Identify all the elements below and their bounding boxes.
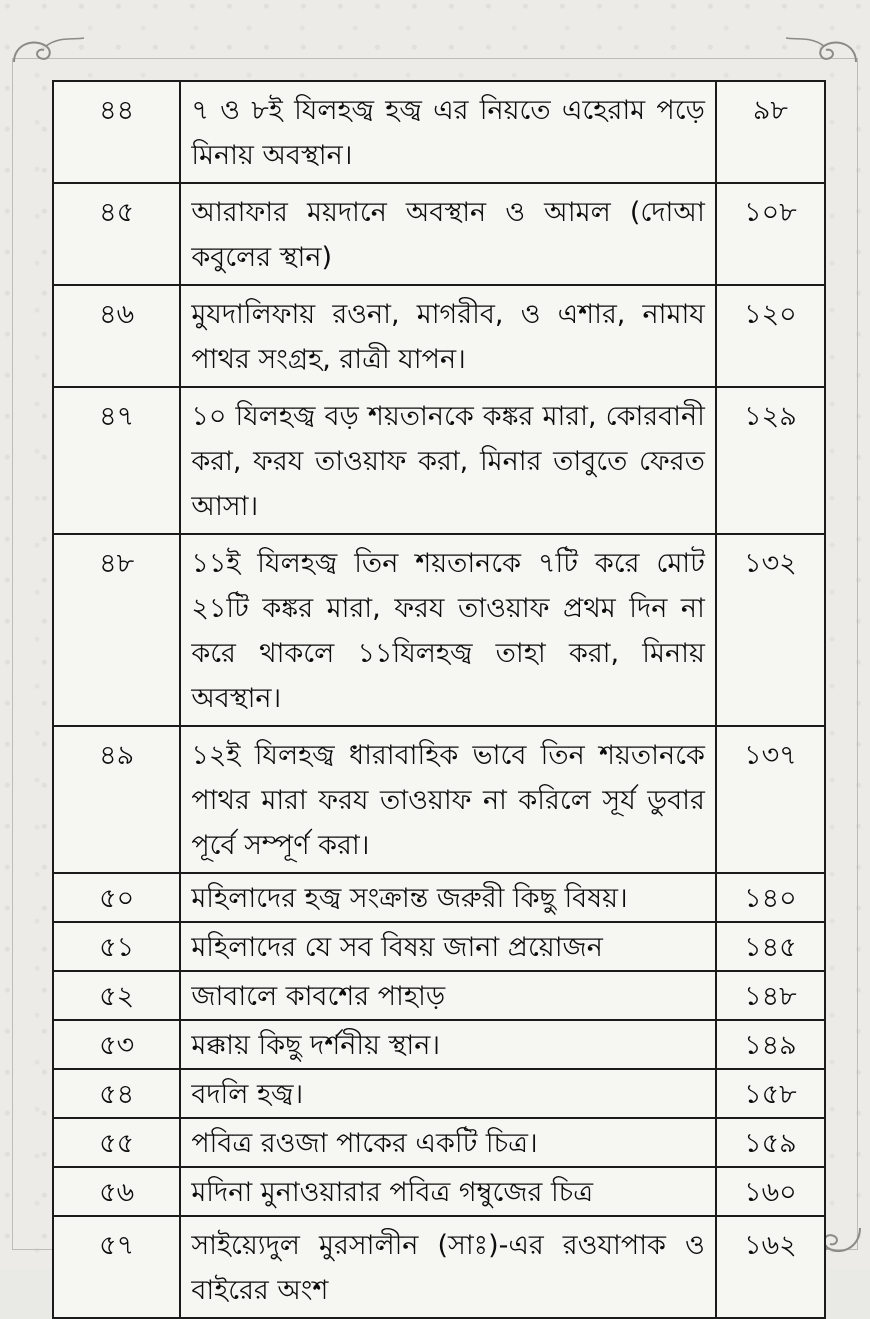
entry-page: ১৩২ (716, 534, 825, 726)
entry-page: ১৫৯ (716, 1118, 825, 1167)
entry-page: ১০৮ (716, 183, 825, 285)
entry-page: ১৪৮ (716, 971, 825, 1020)
entry-page: ১২০ (716, 285, 825, 387)
entry-number: ৫৫ (53, 1118, 180, 1167)
entry-title: মদিনা মুনাওয়ারার পবিত্র গম্বুজের চিত্র (180, 1167, 716, 1216)
entry-number: ৪৯ (53, 726, 180, 873)
entry-title: বদলি হজ্ব। (180, 1069, 716, 1118)
table-row (53, 285, 825, 387)
entry-page: ১৬২ (716, 1216, 825, 1318)
entry-number: ৪৪ (53, 81, 180, 183)
entry-page: ১৪০ (716, 873, 825, 922)
table-row (53, 1020, 825, 1069)
entry-page: ১৪৯ (716, 1020, 825, 1069)
entry-number: ৪৭ (53, 387, 180, 534)
entry-title: পবিত্র রওজা পাকের একটি চিত্র। (180, 1118, 716, 1167)
table-row (53, 1069, 825, 1118)
table-row (53, 387, 825, 534)
entry-number: ৫১ (53, 922, 180, 971)
table-row (53, 1118, 825, 1167)
table-row (53, 1216, 825, 1318)
corner-ornament-top-right-icon (782, 30, 862, 70)
entry-number: ৪৫ (53, 183, 180, 285)
entry-number: ৫২ (53, 971, 180, 1020)
corner-ornament-top-left-icon (8, 30, 88, 70)
table-row (53, 534, 825, 726)
entry-number: ৫৩ (53, 1020, 180, 1069)
entry-title: ৭ ও ৮ই যিলহজ্ব হজ্ব এর নিয়তে এহেরাম পড়ে মিনায় অবস্থান। (180, 81, 716, 183)
entry-number: ৪৬ (53, 285, 180, 387)
entry-title: মহিলাদের যে সব বিষয় জানা প্রয়োজন (180, 922, 716, 971)
entry-page: ১২৯ (716, 387, 825, 534)
entry-title: ১২ই যিলহজ্ব ধারাবাহিক ভাবে তিন শয়তানকে পাথর মারা ফরয তাওয়াফ না করিলে সূর্য ডুবার পূর্বে সম্পূর্ণ করা। (180, 726, 716, 873)
table-row (53, 1167, 825, 1216)
entry-page: ১৪৫ (716, 922, 825, 971)
entry-title: সাইয়্যেদুল মুরসালীন (সাঃ)-এর রওযাপাক ও বাইরের অংশ (180, 1216, 716, 1318)
entry-page: ১৬০ (716, 1167, 825, 1216)
table-row (53, 726, 825, 873)
table-row (53, 183, 825, 285)
entry-title: জাবালে কাবশের পাহাড় (180, 971, 716, 1020)
table-row (53, 873, 825, 922)
table-row (53, 81, 825, 183)
entry-number: ৫০ (53, 873, 180, 922)
entry-title: ১০ যিলহজ্ব বড় শয়তানকে কঙ্কর মারা, কোরবানী করা, ফরয তাওয়াফ করা, মিনার তাবুতে ফেরত আসা। (180, 387, 716, 534)
contents-table (52, 80, 826, 1319)
entry-number: ৫৭ (53, 1216, 180, 1318)
entry-page: ১৩৭ (716, 726, 825, 873)
entry-title: মহিলাদের হজ্ব সংক্রান্ত জরুরী কিছু বিষয়। (180, 873, 716, 922)
entry-number: ৫৬ (53, 1167, 180, 1216)
entry-title: আরাফার ময়দানে অবস্থান ও আমল (দোআ কবুলের স্থান) (180, 183, 716, 285)
entry-title: মক্কায় কিছু দর্শনীয় স্থান। (180, 1020, 716, 1069)
table-row (53, 922, 825, 971)
entry-page: ১৫৮ (716, 1069, 825, 1118)
entry-number: ৫৪ (53, 1069, 180, 1118)
table-row (53, 971, 825, 1020)
entry-title: ১১ই যিলহজ্ব তিন শয়তানকে ৭টি করে মোট ২১টি কঙ্কর মারা, ফরয তাওয়াফ প্রথম দিন না করে থাকলে ১১যিলহজ্ব তাহা করা, মিনায় অবস্থান। (180, 534, 716, 726)
entry-number: ৪৮ (53, 534, 180, 726)
entry-page: ৯৮ (716, 81, 825, 183)
entry-title: মুযদালিফায় রওনা, মাগরীব, ও এশার, নামায পাথর সংগ্রহ, রাত্রী যাপন। (180, 285, 716, 387)
